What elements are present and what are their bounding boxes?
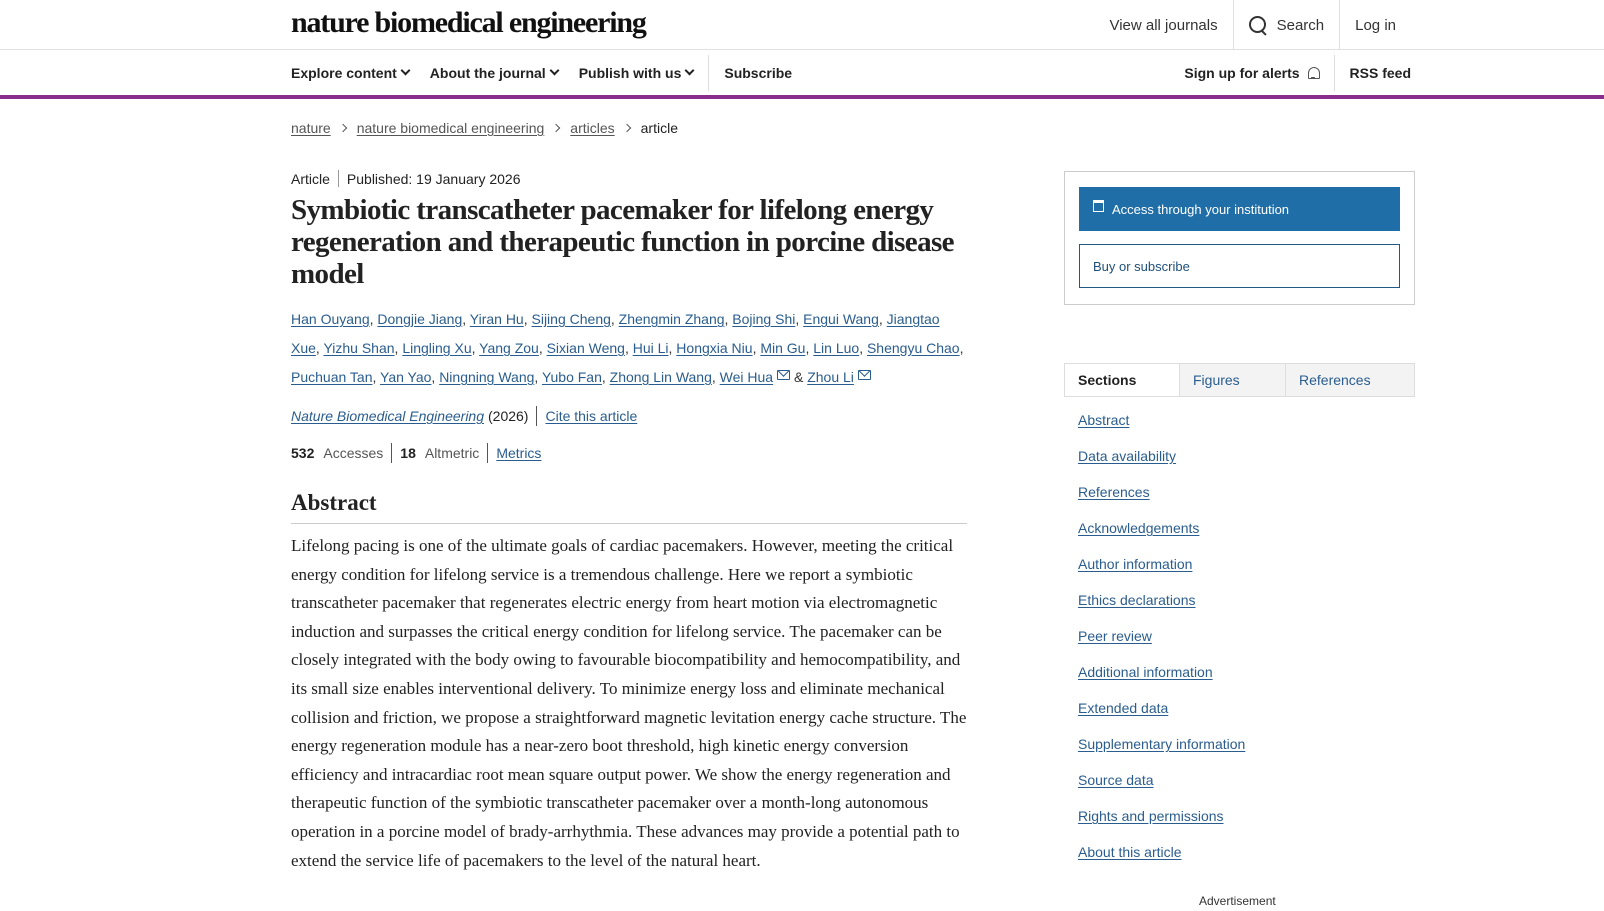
author-link[interactable]: Yizhu Shan [323,340,395,356]
divider [708,55,709,91]
access-box [1064,171,1415,305]
cite-article-link[interactable]: Cite this article [545,408,638,424]
author-link[interactable]: Sixian Weng [546,340,625,356]
section-link-author-information[interactable]: Author information [1078,556,1193,572]
accesses-label: Accesses [323,445,384,461]
altmetric-count: 18 [400,445,416,461]
section-link-references[interactable]: References [1078,484,1150,500]
article [291,170,967,875]
about-journal-label: About the journal [429,64,546,81]
author-link[interactable]: Lin Luo [813,340,860,356]
email-icon[interactable] [858,370,871,380]
author-link[interactable]: Hui Li [632,340,669,356]
author-link[interactable]: Dongjie Jiang [377,311,463,327]
top-header [0,0,1604,50]
search-label: Search [1276,16,1325,34]
author-link[interactable]: Sijing Cheng [531,311,611,327]
sign-up-alerts-label: Sign up for alerts [1184,64,1300,81]
divider [487,443,488,463]
article-type: Article [291,170,330,187]
search-button[interactable] [1234,0,1340,50]
section-link-additional-information[interactable]: Additional information [1078,664,1213,680]
tab-figures[interactable]: Figures [1179,364,1285,396]
section-link-extended-data[interactable]: Extended data [1078,700,1169,716]
breadcrumb-journal[interactable]: nature biomedical engineering [356,120,545,136]
advertisement-label: Advertisement [1199,894,1276,908]
publication-year: (2026) [488,408,529,424]
sections-list [1078,412,1245,880]
section-link-ethics-declarations[interactable]: Ethics declarations [1078,592,1196,608]
section-link-rights-permissions[interactable]: Rights and permissions [1078,808,1224,824]
author-link[interactable]: Min Gu [760,340,806,356]
abstract-heading: Abstract [291,490,967,524]
publish-with-us-menu[interactable] [579,65,694,81]
metrics-link[interactable]: Metrics [496,445,542,461]
author-link[interactable]: Yiran Hu [469,311,524,327]
chevron-down-icon [549,66,559,76]
rss-feed-link[interactable]: RSS feed [1349,64,1411,81]
login-link[interactable]: Log in [1355,16,1396,34]
author-link[interactable]: Ningning Wang [439,369,535,385]
chevron-right-icon [552,124,560,132]
section-link-about-article[interactable]: About this article [1078,844,1182,860]
explore-content-label: Explore content [291,64,397,81]
divider [1334,55,1335,91]
breadcrumb [291,120,678,136]
abstract-text: Lifelong pacing is one of the ultimate goals of cardiac pacemakers. However, meeting the critical energy condition for lifelong service is a tremendous challenge. Here we report a symbiotic transcatheter pacemaker that regenerates electric energy from heart motion via electromagnetic induction and surpasses the critical energy condition for lifelong service. The pacemaker can be closely integrated with the body owing to favourable biocompatibility and hemocompatibility, and its small size enables interventional delivery. To minimize energy loss and eliminate mechanical collision and friction, we propose a straightforward magnetic levitation energy cache structure. The energy regeneration module has a near-zero boot threshold, high kinetic energy conversion efficiency and intracardiac root mean square output power. We show the energy regeneration and therapeutic function of the symbiotic transcatheter pacemaker over a month-long autonomous operation in a porcine model of brady-arrhythmia. These advances may provide a potential path to extend the service life of pacemakers to the level of the natural heart. [291,536,967,870]
about-journal-menu[interactable] [430,65,558,81]
author-link[interactable]: Zhong Lin Wang [609,369,712,385]
chevron-right-icon [338,124,346,132]
tab-references[interactable]: References [1285,364,1414,396]
explore-content-menu[interactable] [291,65,409,81]
sign-up-alerts-link[interactable] [1184,65,1318,81]
email-icon[interactable] [777,370,790,380]
author-link[interactable]: Zhengmin Zhang [618,311,725,327]
divider [338,170,339,187]
breadcrumb-articles[interactable]: articles [570,120,615,136]
chevron-right-icon [622,124,630,132]
author-list: Han Ouyang, Dongjie Jiang, Yiran Hu, Sijing Cheng, Zhengmin Zhang, Bojing Shi, Engui Wang, Jiangtao Xue, Yizhu Shan, Lingling Xu, Yang Zou, Sixian Weng, Hui Li, Hongxia Niu, Min Gu, Lin Luo, Shengyu Chao, Puchuan Tan, Yan Yao, Ningning Wang, Yubo Fan, Zhong Lin Wang, Wei Hua & Zhou Li [291,311,964,385]
author-link[interactable]: Yang Zou [479,340,539,356]
access-institution-button[interactable] [1079,187,1400,231]
article-title: Symbiotic transcatheter pacemaker for lifelong energy regeneration and therapeutic function in porcine disease model [291,194,954,290]
section-link-abstract[interactable]: Abstract [1078,412,1130,428]
author-link[interactable]: Han Ouyang [291,311,370,327]
breadcrumb-nature[interactable]: nature [291,120,331,136]
author-link[interactable]: Yubo Fan [541,369,602,385]
bell-icon [1307,66,1319,80]
author-link[interactable]: Puchuan Tan [291,369,373,385]
publish-with-us-label: Publish with us [578,64,682,81]
chevron-down-icon [400,66,410,76]
view-all-journals-link[interactable]: View all journals [1109,16,1218,34]
divider [536,406,537,426]
citation-line [291,406,967,426]
altmetric-label: Altmetric [424,445,480,461]
accesses-count: 532 [291,445,315,461]
access-institution-label: Access through your institution [1112,201,1290,217]
sidebar-tabs [1064,363,1415,397]
author-and: & [793,369,804,385]
divider [391,443,392,463]
institution-icon [1093,200,1104,212]
author-link[interactable]: Wei Hua [719,369,774,385]
tab-sections[interactable]: Sections [1065,364,1179,396]
article-meta [291,170,967,187]
author-link[interactable]: Yan Yao [380,369,432,385]
top-links [1094,0,1411,50]
section-link-acknowledgements[interactable]: Acknowledgements [1078,520,1200,536]
author-link[interactable]: Lingling Xu [402,340,472,356]
chevron-down-icon [685,66,695,76]
author-link[interactable]: Jiangtao Xue [291,311,940,356]
main-nav [0,50,1604,99]
article-metrics [291,443,967,463]
buy-subscribe-button[interactable]: Buy or subscribe [1079,244,1400,288]
section-link-peer-review[interactable]: Peer review [1078,628,1152,644]
journal-link[interactable]: Nature Biomedical Engineering [291,408,484,424]
author-link[interactable]: Engui Wang [803,311,879,327]
section-link-data-availability[interactable]: Data availability [1078,448,1177,464]
author-link[interactable]: Bojing Shi [732,311,796,327]
section-link-supplementary-information[interactable]: Supplementary information [1078,736,1246,752]
subscribe-link[interactable]: Subscribe [724,64,793,81]
search-icon [1249,16,1267,34]
author-link[interactable]: Zhou Li [807,369,854,385]
author-link[interactable]: Shengyu Chao [866,340,960,356]
published-date: Published: 19 January 2026 [346,170,521,187]
author-link[interactable]: Hongxia Niu [676,340,753,356]
section-link-source-data[interactable]: Source data [1078,772,1154,788]
breadcrumb-current: article [640,120,678,136]
journal-logo[interactable]: nature biomedical engineering [291,6,646,39]
